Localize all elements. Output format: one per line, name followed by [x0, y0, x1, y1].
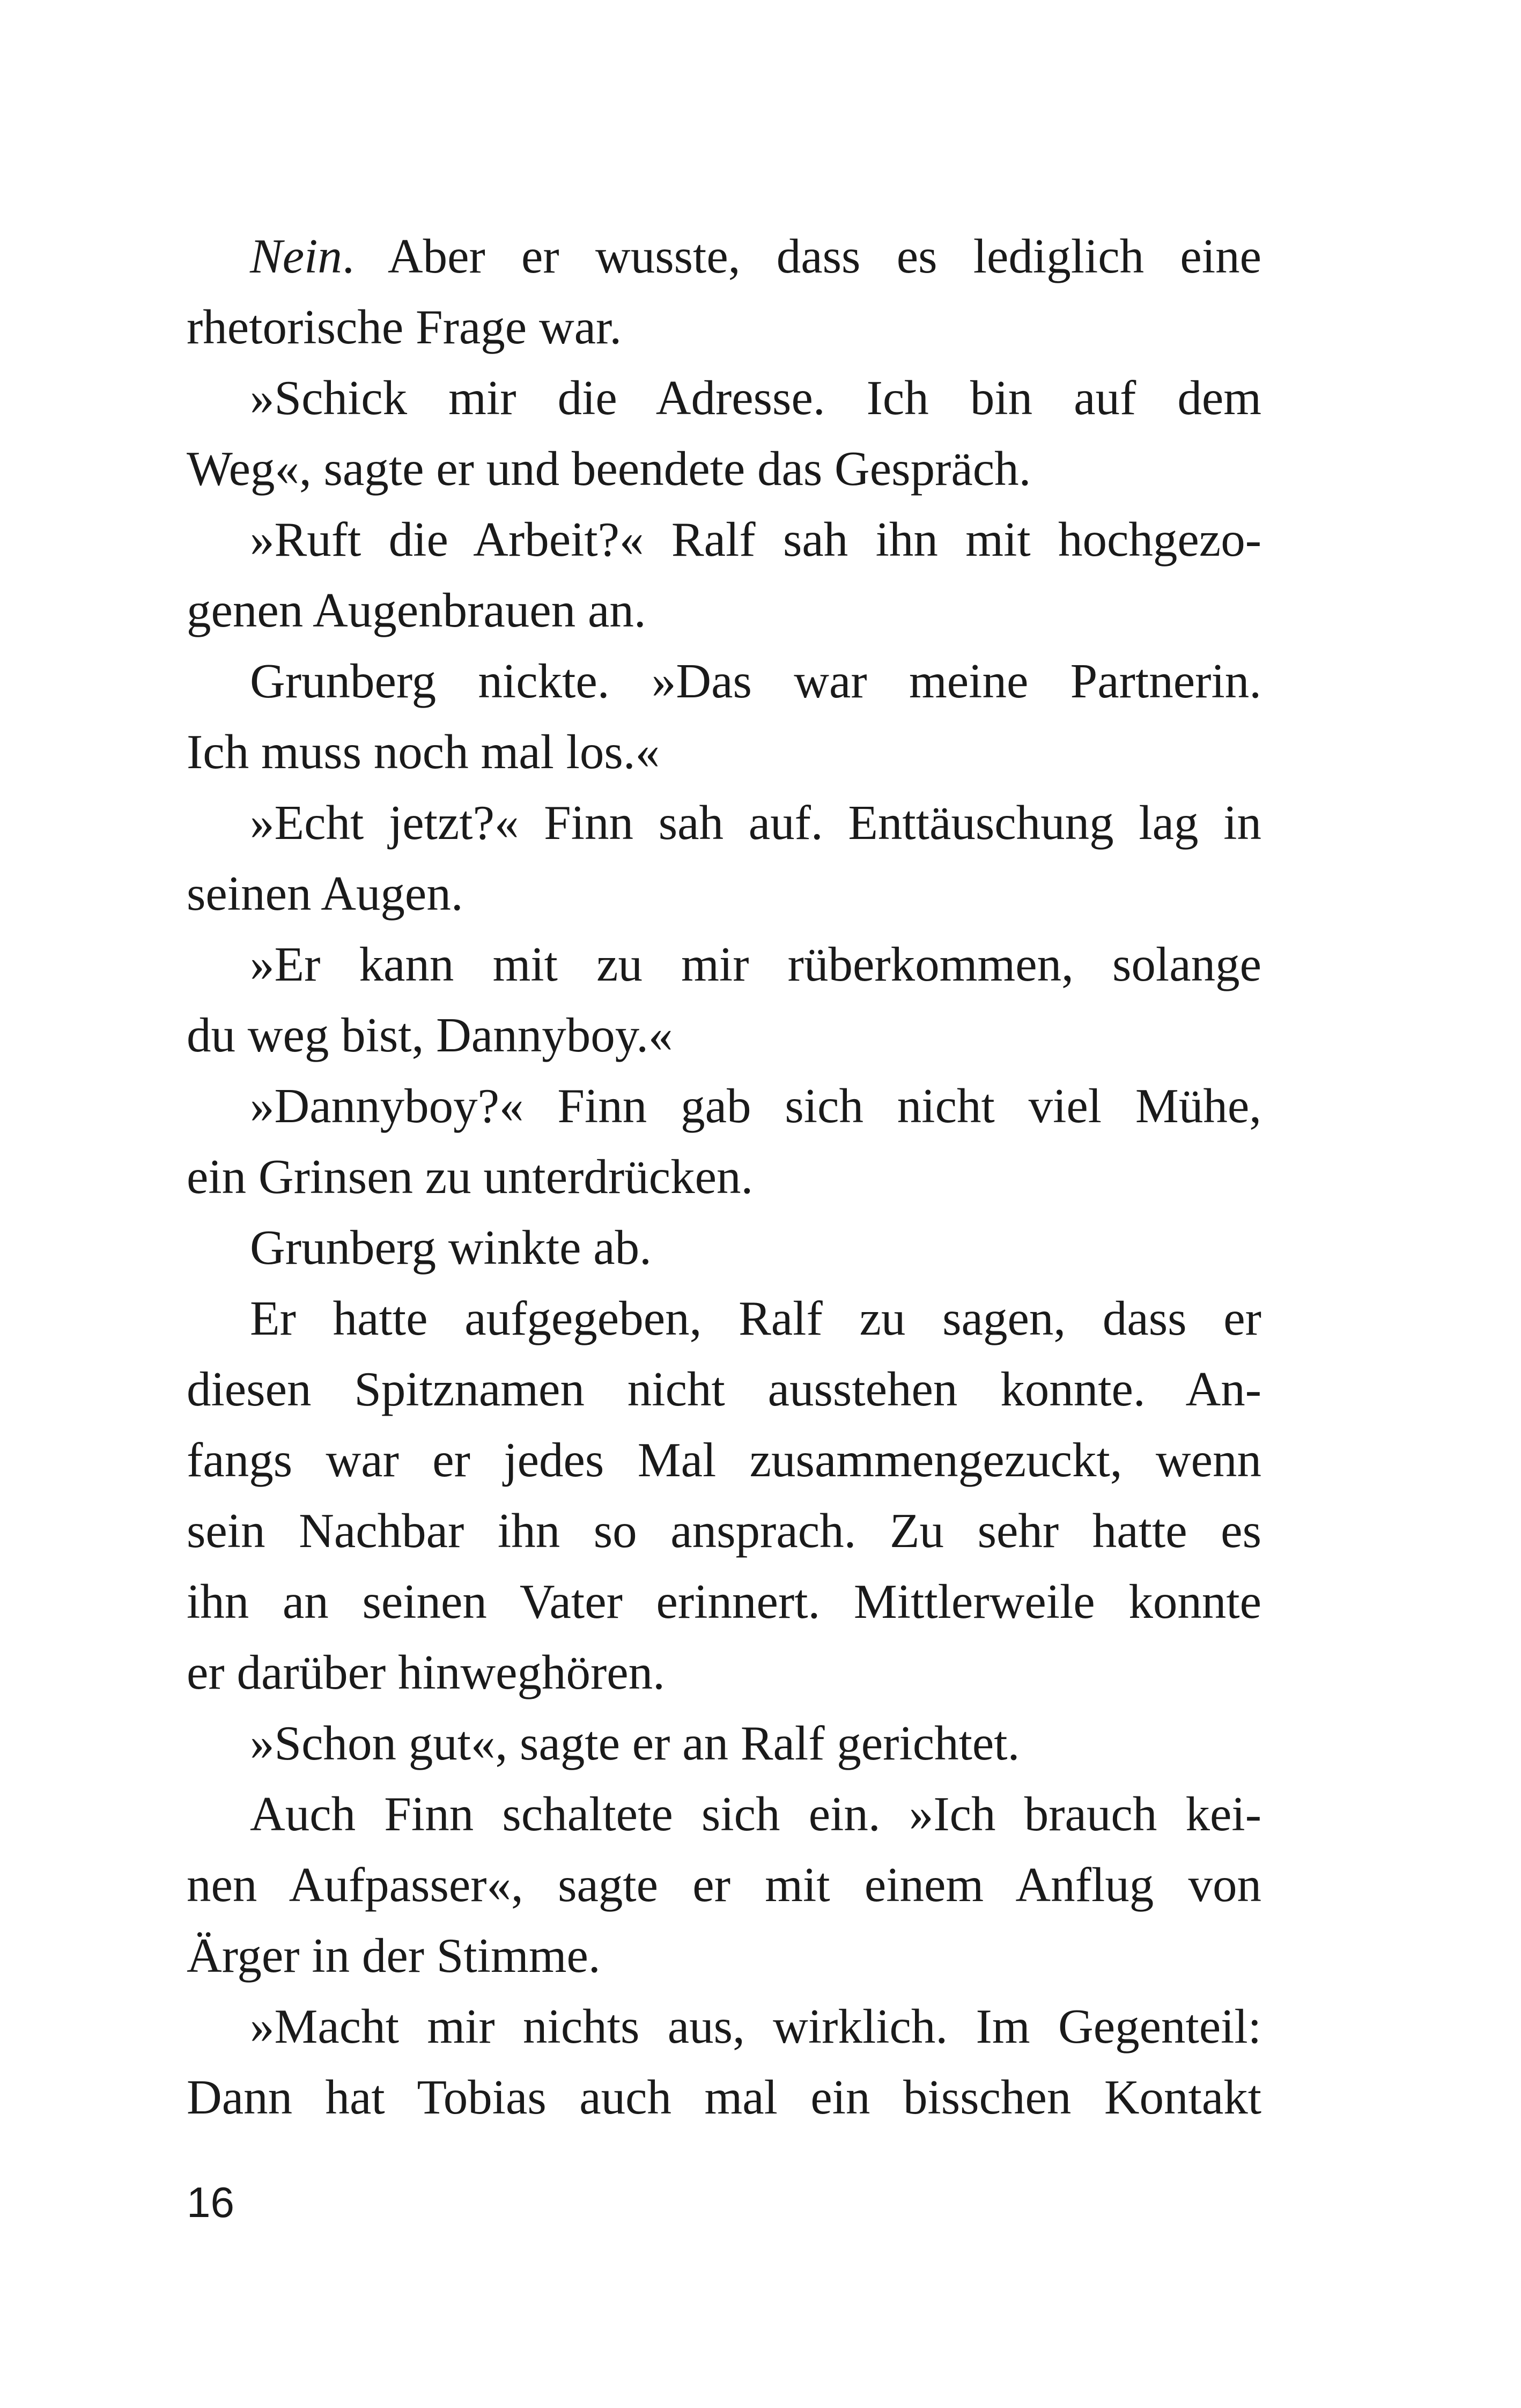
text-line: genen Augenbrauen an.	[187, 583, 646, 637]
text-line: Dann hat Tobias auch mal ein bisschen Kontakt	[187, 2070, 1261, 2124]
text-line: ein Grinsen zu unterdrücken.	[187, 1150, 754, 1204]
text-line: Weg«, sagte er und beendete das Gespräch.	[187, 441, 1031, 496]
text-line: »Dannyboy?« Finn gab sich nicht viel Mühe,	[250, 1079, 1261, 1133]
text-line: rhetorische Frage war.	[187, 300, 622, 354]
text-line: fangs war er jedes Mal zusammengezuckt, wenn	[187, 1433, 1261, 1487]
text-line: nen Aufpasser«, sagte er mit einem Anflug von	[187, 1858, 1261, 1912]
text-line: Er hatte aufgegeben, Ralf zu sagen, dass er	[250, 1291, 1261, 1345]
text-line: Grunberg winkte ab.	[250, 1220, 652, 1275]
text-line: »Echt jetzt?« Finn sah auf. Enttäuschung lag in	[250, 796, 1261, 850]
text-line: ihn an seinen Vater erinnert. Mittlerweile konnte	[187, 1574, 1261, 1629]
text-line: Grunberg nickte. »Das war meine Partnerin.	[250, 654, 1261, 708]
page-number: 16	[187, 2178, 234, 2226]
text-line: Ich muss noch mal los.«	[187, 725, 660, 779]
text-line: Auch Finn schaltete sich ein. »Ich brauch kei-	[250, 1787, 1261, 1841]
text-line: Ärger in der Stimme.	[187, 1928, 601, 1983]
text-line: er darüber hinweghören.	[187, 1645, 665, 1699]
text-line: sein Nachbar ihn so ansprach. Zu sehr hatte es	[187, 1504, 1261, 1558]
text-line: »Ruft die Arbeit?« Ralf sah ihn mit hochgezo-	[250, 512, 1261, 566]
text-line: »Schon gut«, sagte er an Ralf gerichtet.	[250, 1716, 1020, 1770]
page-body-text	[187, 221, 1261, 2133]
text-line: du weg bist, Dannyboy.«	[187, 1008, 673, 1062]
text-line: »Schick mir die Adresse. Ich bin auf dem	[250, 371, 1261, 425]
text-line: »Macht mir nichts aus, wirklich. Im Gegenteil:	[250, 1999, 1261, 2053]
text-line: »Er kann mit zu mir rüberkommen, solange	[250, 937, 1261, 991]
text-line	[187, 221, 1261, 292]
text-line: diesen Spitznamen nicht ausstehen konnte. An-	[187, 1362, 1261, 1416]
text-line: seinen Augen.	[187, 866, 463, 921]
text-line-content: . Aber er wusste, dass es lediglich eine	[342, 229, 1261, 283]
emphasis-word: Nein	[250, 229, 342, 283]
